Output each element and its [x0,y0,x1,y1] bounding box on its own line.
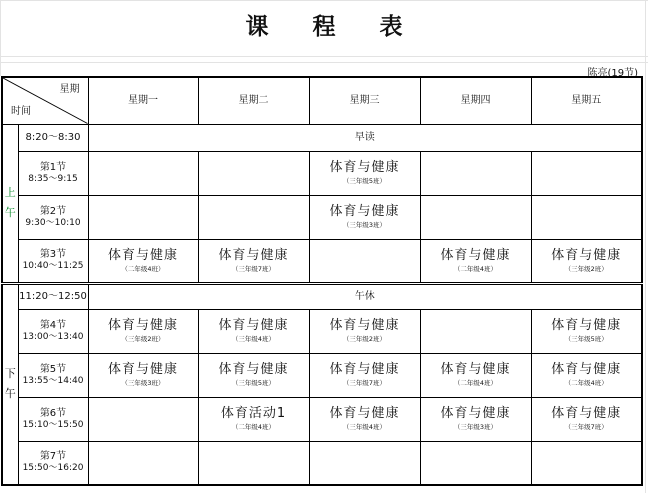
lesson-subject: 体育与健康 [551,362,622,377]
lesson-subject: 体育与健康 [440,406,511,421]
lesson-class: （三年级3班） [453,423,498,431]
lesson-subject: 体育活动1 [220,406,287,421]
period-time-cell [18,195,88,239]
lesson-cell-thu [420,353,531,397]
page-title [0,12,648,42]
section-label-char: 午 [4,387,16,401]
lesson-class: （三年级7班） [231,264,276,273]
period-time: 13:00～13:40 [22,331,84,342]
corner-header-cell [2,77,88,124]
lesson-class: （三年级7班） [564,423,608,431]
lesson-subject: 体育与健康 [551,247,622,263]
lesson-class: （二年级4班） [453,379,498,387]
lesson-cell-wed [309,309,420,353]
week-header-label: 星期 [59,84,80,95]
afternoon-label-cell [2,283,18,485]
teacher-label: 陈亮(19节) [587,68,638,79]
schedule-table [1,76,643,486]
special-label-cell: 早读 [88,124,642,151]
lesson-cell-mon [88,441,198,485]
period-label: 第2节 [39,205,67,217]
period-row [2,195,642,239]
lesson-cell-mon [88,239,198,283]
lesson-cell-tue [198,239,309,283]
lesson-class: （三年级5班） [342,177,387,185]
morning-section [2,124,642,283]
lesson-subject: 体育与健康 [329,406,400,421]
day-header-wed: 星期三 [309,77,420,124]
lesson-class: （二年级4班） [453,264,498,273]
title-char: 表 [379,14,403,40]
period-row [2,239,642,283]
period-time: 8:35～9:15 [28,173,78,184]
lesson-cell-tue [198,397,309,441]
special-row [2,283,642,309]
period-time-cell [18,309,88,353]
lesson-cell-fri [531,309,642,353]
period-label: 第3节 [39,249,67,260]
lesson-cell-thu [420,239,531,283]
lesson-class: （三年级3班） [342,221,387,229]
period-time-cell [18,151,88,195]
lesson-subject: 体育与健康 [329,362,400,377]
lesson-cell-wed [309,353,420,397]
period-row [2,397,642,441]
lesson-cell-wed [309,397,420,441]
lesson-cell-wed [309,441,420,485]
lesson-subject: 体育与健康 [218,318,289,333]
lesson-subject: 体育与健康 [218,247,289,263]
period-label: 第5节 [39,363,67,375]
special-row [2,124,642,151]
period-row [2,309,642,353]
section-label-char: 下 [4,367,16,381]
lesson-cell-wed [309,151,420,195]
period-time: 15:50～16:20 [22,463,84,474]
lesson-class: （三年级5班） [564,335,608,343]
lesson-subject: 体育与健康 [440,362,511,377]
lesson-subject: 体育与健康 [107,362,178,377]
lesson-cell-mon [88,195,198,239]
header-row [2,77,642,124]
lesson-cell-thu [420,151,531,195]
lesson-cell-mon [88,353,198,397]
period-row [2,353,642,397]
section-label-char: 上 [4,186,16,199]
section-label-char: 午 [4,206,16,219]
title-char: 课 [245,14,269,40]
period-label: 第1节 [39,161,67,173]
lesson-cell-thu [420,309,531,353]
lesson-cell-fri [531,397,642,441]
day-header-tue: 星期二 [198,77,309,124]
lesson-subject: 体育与健康 [551,406,622,421]
time-header-label: 时间 [11,105,31,117]
special-time-cell: 8:20～8:30 [18,124,88,151]
title-char: 程 [312,14,336,40]
lesson-cell-wed [309,239,420,283]
day-header-fri: 星期五 [531,77,642,124]
special-label-cell: 午休 [88,283,642,309]
morning-label-cell [2,124,18,283]
period-time-cell [18,353,88,397]
period-row [2,151,642,195]
lesson-cell-fri [531,239,642,283]
lesson-class: （三年级4班） [231,335,276,343]
lesson-cell-wed [309,195,420,239]
lesson-cell-mon [88,309,198,353]
lesson-cell-tue [198,195,309,239]
lesson-subject: 体育与健康 [551,318,622,333]
period-label: 第6节 [39,407,67,419]
period-time: 15:10～15:50 [22,419,84,430]
period-label: 第4节 [39,319,67,331]
lesson-class: （三年级2班） [121,335,165,343]
lesson-cell-thu [420,397,531,441]
day-header-thu: 星期四 [420,77,531,124]
period-time-cell [18,441,88,485]
lesson-subject: 体育与健康 [218,362,289,377]
lesson-cell-fri [531,353,642,397]
period-time-cell [18,397,88,441]
lesson-cell-thu [420,195,531,239]
lesson-subject: 体育与健康 [107,318,178,333]
lesson-class: （三年级4班） [342,423,387,431]
lesson-cell-thu [420,441,531,485]
day-header-mon: 星期一 [88,77,198,124]
lesson-cell-fri [531,195,642,239]
lesson-class: （三年级3班） [121,379,165,387]
lesson-class: （二年级4班） [121,264,165,273]
lesson-cell-tue [198,151,309,195]
special-time-cell: 11:20～12:50 [18,283,88,309]
lesson-cell-fri [531,151,642,195]
period-time: 9:30～10:10 [25,217,81,228]
lesson-class: （二年级4班） [231,423,276,431]
lesson-subject: 体育与健康 [329,204,400,219]
period-time-cell [18,239,88,283]
lesson-class: （三年级2班） [342,335,387,343]
lesson-cell-tue [198,441,309,485]
lesson-class: （二年级4班） [564,379,608,387]
lesson-subject: 体育与健康 [329,318,400,333]
lesson-cell-mon [88,151,198,195]
lesson-subject: 体育与健康 [440,247,511,263]
lesson-cell-mon [88,397,198,441]
lesson-class: （三年级7班） [342,379,387,387]
period-time: 10:40～11:25 [22,261,84,271]
afternoon-section [2,283,642,485]
period-time: 13:55～14:40 [22,375,84,386]
lesson-subject: 体育与健康 [329,160,400,175]
period-row [2,441,642,485]
lesson-cell-tue [198,309,309,353]
lesson-subject: 体育与健康 [107,247,178,263]
lesson-cell-fri [531,441,642,485]
period-label: 第7节 [39,451,67,463]
lesson-class: （三年级5班） [231,379,276,387]
lesson-cell-tue [198,353,309,397]
lesson-class: （三年级2班） [564,264,608,273]
